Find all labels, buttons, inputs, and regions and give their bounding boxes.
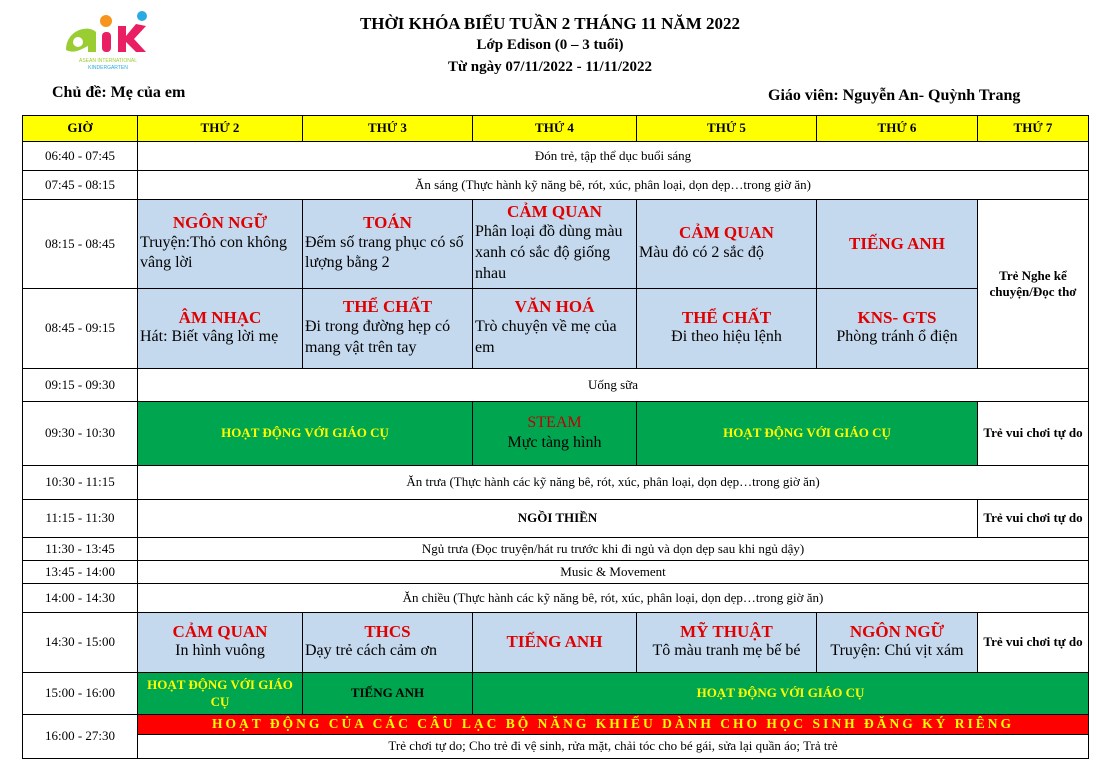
column-header-thu: THỨ 5 xyxy=(637,116,817,142)
activity-cell xyxy=(138,673,303,715)
table-row xyxy=(23,561,1089,584)
time-cell: 06:40 - 07:45 xyxy=(23,142,138,171)
table-row xyxy=(23,171,1089,200)
column-header-time: GIỜ xyxy=(23,116,138,142)
milk-cell: Uống sữa xyxy=(138,369,1089,402)
column-header-mon: THỨ 2 xyxy=(138,116,303,142)
lesson-cell xyxy=(637,613,817,673)
column-header-sat: THỨ 7 xyxy=(978,116,1089,142)
table-row xyxy=(23,613,1089,673)
table-row xyxy=(23,466,1089,500)
snack-cell: Ăn chiều (Thực hành các kỹ năng bê, rót, xúc, phân loại, dọn dẹp…trong giờ ăn) xyxy=(138,584,1089,613)
lesson-cell xyxy=(303,200,473,289)
lesson-subject: VĂN HOÁ xyxy=(514,297,595,317)
lesson-cell xyxy=(138,200,303,289)
lesson-desc: Tô màu tranh mẹ bế bé xyxy=(652,642,801,660)
lesson-subject: NGÔN NGỮ xyxy=(849,621,945,641)
lesson-cell xyxy=(138,613,303,673)
lesson-desc: Trò chuyện về mẹ của em xyxy=(475,318,617,356)
meditation-cell: NGỒI THIỀN xyxy=(138,500,978,538)
table-row xyxy=(23,369,1089,402)
timetable xyxy=(22,115,1089,759)
lesson-desc: Phân loại đồ dùng màu xanh có sắc độ giống nhau xyxy=(475,223,623,282)
time-cell: 09:15 - 09:30 xyxy=(23,369,138,402)
activity-label: HOẠT ĐỘNG VỚI GIÁO CỤ xyxy=(221,425,389,441)
lesson-subject: THCS xyxy=(364,621,411,641)
lesson-subject: TOÁN xyxy=(363,212,412,232)
activity-cell xyxy=(138,402,473,466)
lesson-desc: Đi theo hiệu lệnh xyxy=(671,328,782,346)
saturday-free-play-cell: Trẻ vui chơi tự do xyxy=(978,500,1089,538)
breakfast-cell: Ăn sáng (Thực hành kỹ năng bê, rót, xúc, phân loại, dọn dẹp…trong giờ ăn) xyxy=(138,171,1089,200)
date-range: Từ ngày 07/11/2022 - 11/11/2022 xyxy=(447,59,653,75)
logo-letters xyxy=(66,11,147,52)
time-cell: 16:00 - 27:30 xyxy=(23,715,138,759)
table-row xyxy=(23,402,1089,466)
steam-cell xyxy=(473,402,637,466)
lesson-cell xyxy=(303,613,473,673)
lesson-cell xyxy=(473,289,637,369)
lesson-desc: Truyện: Chú vịt xám xyxy=(830,642,964,660)
time-cell: 15:00 - 16:00 xyxy=(23,673,138,715)
clubs-label: HOẠT ĐỘNG CỦA CÁC CÂU LẠC BỘ NĂNG KHIẾU DÀNH CHO HỌC SINH ĐĂNG KÝ RIÊNG xyxy=(212,716,1014,732)
lesson-cell xyxy=(473,613,637,673)
lesson-subject: CẢM QUAN xyxy=(172,621,268,641)
column-header-wed: THỨ 4 xyxy=(473,116,637,142)
lesson-subject: KNS- GTS xyxy=(857,307,937,327)
lesson-cell xyxy=(637,200,817,289)
lesson-subject: MỸ THUẬT xyxy=(680,621,773,641)
table-row xyxy=(23,200,1089,289)
time-cell: 14:30 - 15:00 xyxy=(23,613,138,673)
nap-cell: Ngủ trưa (Đọc truyện/hát ru trước khi đi ngủ và dọn dẹp sau khi ngủ dậy) xyxy=(138,538,1089,561)
lesson-desc: Đếm số trang phục có số lượng bằng 2 xyxy=(305,233,464,272)
table-row xyxy=(23,673,1089,715)
activity-cell xyxy=(473,673,1089,715)
activity-label: HOẠT ĐỘNG VỚI GIÁO CỤ xyxy=(147,677,293,709)
teacher-label: Giáo viên: Nguyễn An- Quỳnh Trang xyxy=(768,87,1021,104)
music-cell: Music & Movement xyxy=(138,561,1089,584)
time-cell: 11:30 - 13:45 xyxy=(23,538,138,561)
time-cell: 14:00 - 14:30 xyxy=(23,584,138,613)
activity-label: HOẠT ĐỘNG VỚI GIÁO CỤ xyxy=(723,425,891,441)
lesson-desc: Hát: Biết vâng lời mẹ xyxy=(140,328,279,346)
topic-label: Chủ đề: Mẹ của em xyxy=(52,84,186,101)
lesson-subject: THỂ CHẤT xyxy=(681,307,772,327)
table-row xyxy=(23,715,1089,735)
logo-caption-1: ASEAN INTERNATIONAL xyxy=(79,58,137,64)
time-cell: 08:45 - 09:15 xyxy=(23,289,138,369)
table-row xyxy=(23,735,1089,759)
steam-desc: Mực tàng hình xyxy=(507,434,602,452)
english-cell: TIẾNG ANH xyxy=(303,673,473,715)
table-row xyxy=(23,142,1089,171)
lesson-desc: Dạy trẻ cách cảm ơn xyxy=(305,642,437,660)
clubs-cell xyxy=(138,715,1089,735)
column-header-fri: THỨ 6 xyxy=(817,116,978,142)
pickup-cell: Trẻ chơi tự do; Cho trẻ đi vệ sinh, rửa mặt, chải tóc cho bé gái, sửa lại quần áo; Trả trẻ xyxy=(138,735,1089,759)
lesson-subject: CẢM QUAN xyxy=(679,223,774,243)
table-row xyxy=(23,584,1089,613)
schedule-title: THỜI KHÓA BIỂU TUẦN 2 THÁNG 11 NĂM 2022 xyxy=(359,14,741,33)
time-cell: 11:15 - 11:30 xyxy=(23,500,138,538)
lesson-cell xyxy=(817,200,978,289)
lesson-desc: Màu đỏ có 2 sắc độ xyxy=(639,243,764,261)
time-cell: 09:30 - 10:30 xyxy=(23,402,138,466)
saturday-free-play-cell: Trẻ vui chơi tự do xyxy=(978,402,1089,466)
time-cell: 10:30 - 11:15 xyxy=(23,466,138,500)
lunch-cell: Ăn trưa (Thực hành các kỹ năng bê, rót, xúc, phân loại, dọn dẹp…trong giờ ăn) xyxy=(138,466,1089,500)
lesson-subject: TIẾNG ANH xyxy=(849,233,945,253)
lesson-cell xyxy=(817,613,978,673)
lesson-cell xyxy=(817,289,978,369)
header-row xyxy=(23,116,1089,142)
time-cell: 08:15 - 08:45 xyxy=(23,200,138,289)
class-name: Lớp Edison (0 – 3 tuổi) xyxy=(476,37,624,53)
activity-cell xyxy=(637,402,978,466)
lesson-cell xyxy=(473,200,637,289)
steam-title: STEAM xyxy=(527,414,582,432)
activity-label: HOẠT ĐỘNG VỚI GIÁO CỤ xyxy=(696,685,865,701)
lesson-subject: THỂ CHẤT xyxy=(342,297,433,317)
column-header-tue: THỨ 3 xyxy=(303,116,473,142)
lesson-cell xyxy=(303,289,473,369)
lesson-desc: Phòng tránh ổ điện xyxy=(836,328,958,346)
lesson-subject: ÂM NHẠC xyxy=(178,307,262,327)
lesson-subject: CẢM QUAN xyxy=(507,202,602,222)
lesson-desc: In hình vuông xyxy=(175,642,265,660)
lesson-desc: Truyện:Thỏ con không vâng lời xyxy=(140,233,287,272)
lesson-cell xyxy=(138,289,303,369)
saturday-free-play-cell: Trẻ vui chơi tự do xyxy=(978,613,1089,673)
table-row xyxy=(23,538,1089,561)
saturday-story-cell: Trẻ Nghe kể chuyện/Đọc thơ xyxy=(978,200,1089,369)
lesson-cell xyxy=(637,289,817,369)
time-cell: 07:45 - 08:15 xyxy=(23,171,138,200)
time-cell: 13:45 - 14:00 xyxy=(23,561,138,584)
school-logo xyxy=(58,6,158,72)
lesson-subject: NGÔN NGỮ xyxy=(172,212,268,232)
table-row xyxy=(23,289,1089,369)
lesson-subject: TIẾNG ANH xyxy=(506,632,603,652)
logo-caption-2: KINDERGARTEN xyxy=(88,65,128,71)
lesson-desc: Đi trong đường hẹp có mang vật trên tay xyxy=(305,318,451,356)
arrival-cell: Đón trẻ, tập thể dục buổi sáng xyxy=(138,142,1089,171)
table-row xyxy=(23,500,1089,538)
